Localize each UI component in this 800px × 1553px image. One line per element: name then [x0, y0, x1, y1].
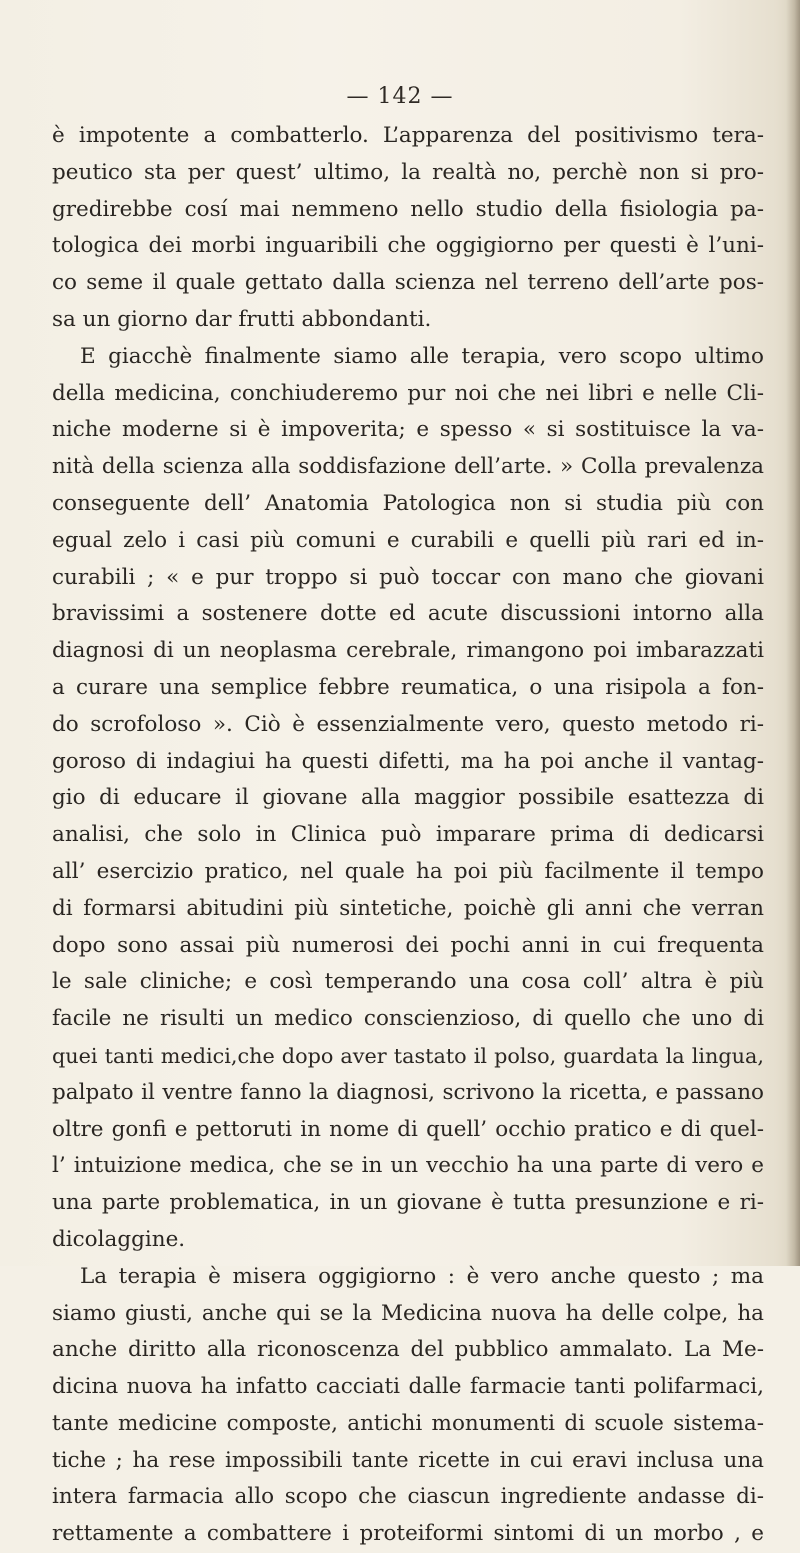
text-line: a curare una semplice febbre reumatica, o una risipola a fon- [52, 674, 764, 700]
text-line: niche moderne si è impoverita; e spesso « si sostituisce la va- [52, 417, 764, 443]
text-line: dicolaggine. [52, 1226, 186, 1252]
text-line: bravissimi a sostenere dotte ed acute discussioni intorno alla [52, 601, 764, 627]
text-line: quei tanti medici,che dopo aver tastato il polso, guardata la lingua, [52, 1043, 764, 1068]
text-line: do scrofoloso ». Ciò è essenzialmente vero, questo metodo ri- [52, 711, 764, 737]
text-line: gredirebbe cosí mai nemmeno nello studio della fisiologia pa- [52, 196, 764, 222]
text-line: tiche ; ha rese impossibili tante ricette in cui eravi inclusa una [52, 1447, 764, 1473]
page-edge-shadow [786, 0, 800, 1266]
text-line: co seme il quale gettato dalla scienza nel terreno dell’arte pos- [52, 270, 764, 296]
text-line: le sale cliniche; e così temperando una cosa coll’ altra è più [52, 969, 764, 995]
text-line: diagnosi di un neoplasma cerebrale, rimangono poi imbarazzati [52, 638, 764, 664]
text-line: analisi, che solo in Clinica può imparare prima di dedicarsi [52, 822, 764, 848]
text-line: dopo sono assai più numerosi dei pochi anni in cui frequenta [52, 932, 764, 958]
text-line: La terapia è misera oggigiorno : è vero anche questo ; ma [80, 1263, 764, 1289]
text-line: dicina nuova ha infatto cacciati dalle farmacie tanti polifarmaci, [52, 1374, 764, 1400]
text-line: di formarsi abitudini più sintetiche, poichè gli anni che verran [52, 895, 764, 921]
text-line: nità della scienza alla soddisfazione dell’arte. » Colla prevalenza [52, 454, 764, 480]
text-line: della medicina, conchiuderemo pur noi che nei libri e nelle Cli- [52, 380, 764, 406]
text-line: è impotente a combatterlo. L’apparenza del positivismo tera- [52, 123, 764, 148]
text-line: tologica dei morbi inguaribili che oggigiorno per questi è l’uni- [52, 233, 764, 259]
text-line: goroso di indagiui ha questi difetti, ma ha poi anche il vantag- [52, 748, 764, 774]
text-line: palpato il ventre fanno la diagnosi, scrivono la ricetta, e passano [52, 1079, 764, 1105]
text-line: E giacchè finalmente siamo alle terapia, vero scopo ultimo [80, 343, 764, 369]
text-line: all’ esercizio pratico, nel quale ha poi più facilmente il tempo [52, 858, 764, 884]
text-line: intera farmacia allo scopo che ciascun ingrediente andasse di- [52, 1484, 764, 1510]
text-line: facile ne risulti un medico conscienzioso, di quello che uno di [52, 1006, 764, 1032]
text-line: egual zelo i casi più comuni e curabili e quelli più rari ed in- [52, 527, 764, 553]
text-line: l’ intuizione medica, che se in un vecchio ha una parte di vero e [52, 1153, 764, 1179]
text-line: tante medicine composte, antichi monumenti di scuole sistema- [52, 1410, 764, 1436]
page-body-text [52, 118, 764, 1553]
text-line: peutico sta per quest’ ultimo, la realtà no, perchè non si pro- [52, 159, 764, 185]
text-line: rettamente a combattere i proteiformi sintomi di un morbo , e [52, 1521, 764, 1547]
text-line: anche diritto alla riconoscenza del pubblico ammalato. La Me- [52, 1337, 764, 1363]
text-line: siamo giusti, anche qui se la Medicina nuova ha delle colpe, ha [52, 1300, 764, 1326]
text-line: gio di educare il giovane alla maggior possibile esattezza di [52, 785, 764, 811]
page-number-header: — 142 — [346, 84, 454, 109]
text-line: oltre gonfi e pettoruti in nome di quell’ occhio pratico e di quel- [52, 1116, 764, 1142]
text-line: sa un giorno dar frutti abbondanti. [52, 306, 432, 332]
text-line: conseguente dell’ Anatomia Patologica non si studia più con [52, 490, 764, 516]
text-line: una parte problematica, in un giovane è tutta presunzione e ri- [52, 1190, 764, 1216]
text-line: curabili ; « e pur troppo si può toccar con mano che giovani [52, 564, 764, 590]
